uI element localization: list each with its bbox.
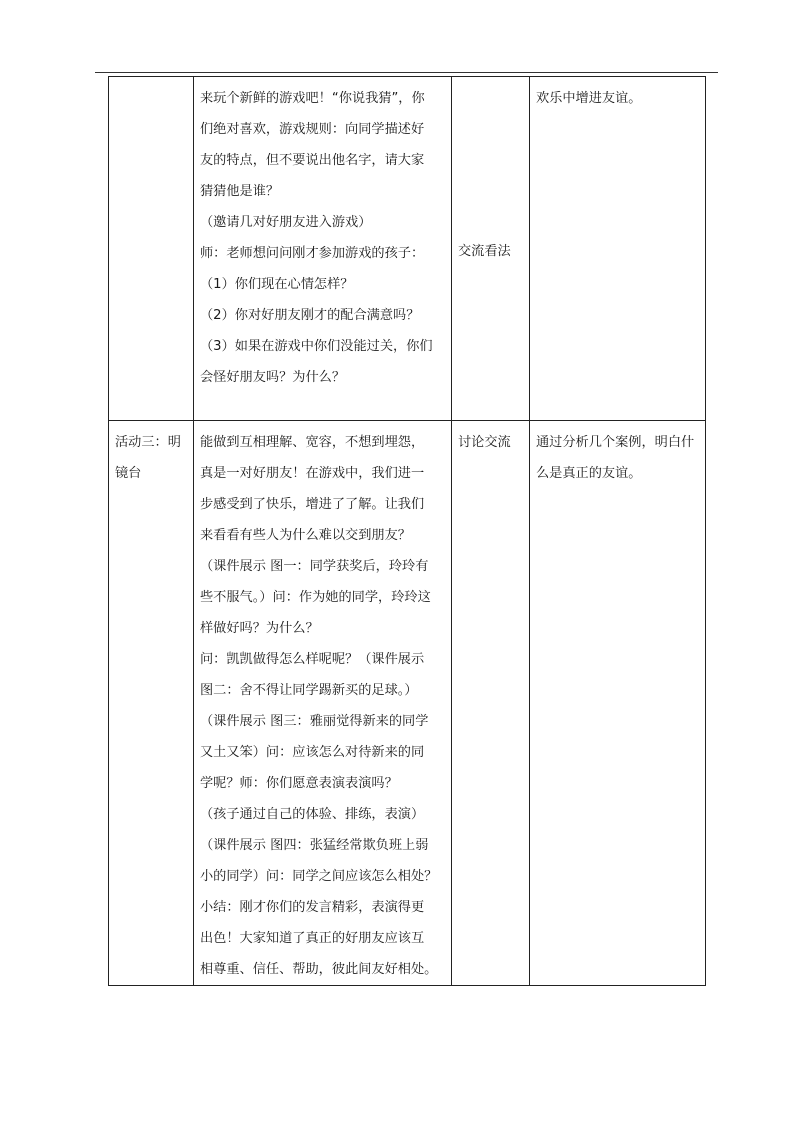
content-line: （孩子通过自己的体验、排练，表演）: [200, 807, 425, 822]
content-line: 小结：刚才你们的发言精彩，表演得更: [200, 900, 425, 915]
student-activity-cell: [452, 77, 530, 421]
content-line: （邀请几对好朋友进入游戏）: [200, 215, 372, 230]
student-activity-cell: [452, 421, 530, 986]
content-line: （2）你对好朋友刚才的配合满意吗？: [200, 308, 420, 323]
content-line: 图二：舍不得让同学踢新买的足球。）: [200, 683, 418, 698]
lesson-plan-table: [108, 76, 706, 986]
table-row-activity-three: [109, 421, 706, 986]
content-line: 步感受到了快乐，增进了了解。让我们: [200, 497, 425, 512]
activity-cell: [109, 77, 194, 421]
content-line: 猜猜他是谁？: [200, 184, 280, 199]
header-rule: [95, 72, 718, 73]
design-intent-text: 欢乐中增进友谊。: [536, 91, 642, 106]
design-intent-cell: [530, 77, 706, 421]
content-line: 真是一对好朋友！在游戏中，我们进一: [200, 466, 425, 481]
content-line: 相尊重、信任、帮助，彼此间友好相处。: [200, 962, 438, 977]
content-line: 又土又笨）问：应该怎么对待新来的同: [200, 745, 425, 760]
table-row-game: [109, 77, 706, 421]
content-line: 问：凯凯做得怎么样呢呢？（课件展示: [200, 652, 425, 667]
content-line: （课件展示 图四：张猛经常欺负班上弱: [200, 838, 429, 853]
design-intent-cell: [530, 421, 706, 986]
content-line: 师：老师想问问刚才参加游戏的孩子：: [200, 246, 425, 261]
content-line: （1）你们现在心情怎样？: [200, 277, 354, 292]
content-line: 学呢？师：你们愿意表演表演吗？: [200, 776, 398, 791]
content-line: 小的同学）问：同学之间应该怎么相处？: [200, 869, 438, 884]
content-line: 些不服气。）问：作为她的同学，玲玲这: [200, 590, 431, 605]
activity-cell: [109, 421, 194, 986]
content-cell: [194, 77, 452, 421]
activity-title: 活动三：明: [115, 435, 181, 450]
design-intent-text: 通过分析几个案例，明白什: [536, 435, 695, 450]
content-cell: [194, 421, 452, 986]
content-line: 们绝对喜欢，游戏规则：向同学描述好: [200, 122, 425, 137]
content-line: 能做到互相理解、宽容，不想到埋怨，: [200, 435, 425, 450]
content-line: （课件展示 图三：雅丽觉得新来的同学: [200, 714, 429, 729]
content-line: 来看看有些人为什么难以交到朋友？: [200, 528, 411, 543]
content-line: 来玩个新鲜的游戏吧！“你说我猜”，你: [200, 91, 425, 106]
design-intent-text: 么是真正的友谊。: [536, 466, 642, 481]
content-line: （课件展示 图一：同学获奖后，玲玲有: [200, 559, 429, 574]
activity-title: 镜台: [115, 466, 142, 481]
content-line: （3）如果在游戏中你们没能过关，你们: [200, 339, 433, 354]
student-activity-text: 讨论交流: [458, 435, 511, 450]
content-line: 友的特点，但不要说出他名字，请大家: [200, 153, 425, 168]
content-line: 出色！大家知道了真正的好朋友应该互: [200, 931, 425, 946]
content-line: 会怪好朋友吗？为什么？: [200, 370, 346, 385]
content-line: 样做好吗？为什么？: [200, 621, 319, 636]
student-activity-text: 交流看法: [458, 244, 511, 259]
